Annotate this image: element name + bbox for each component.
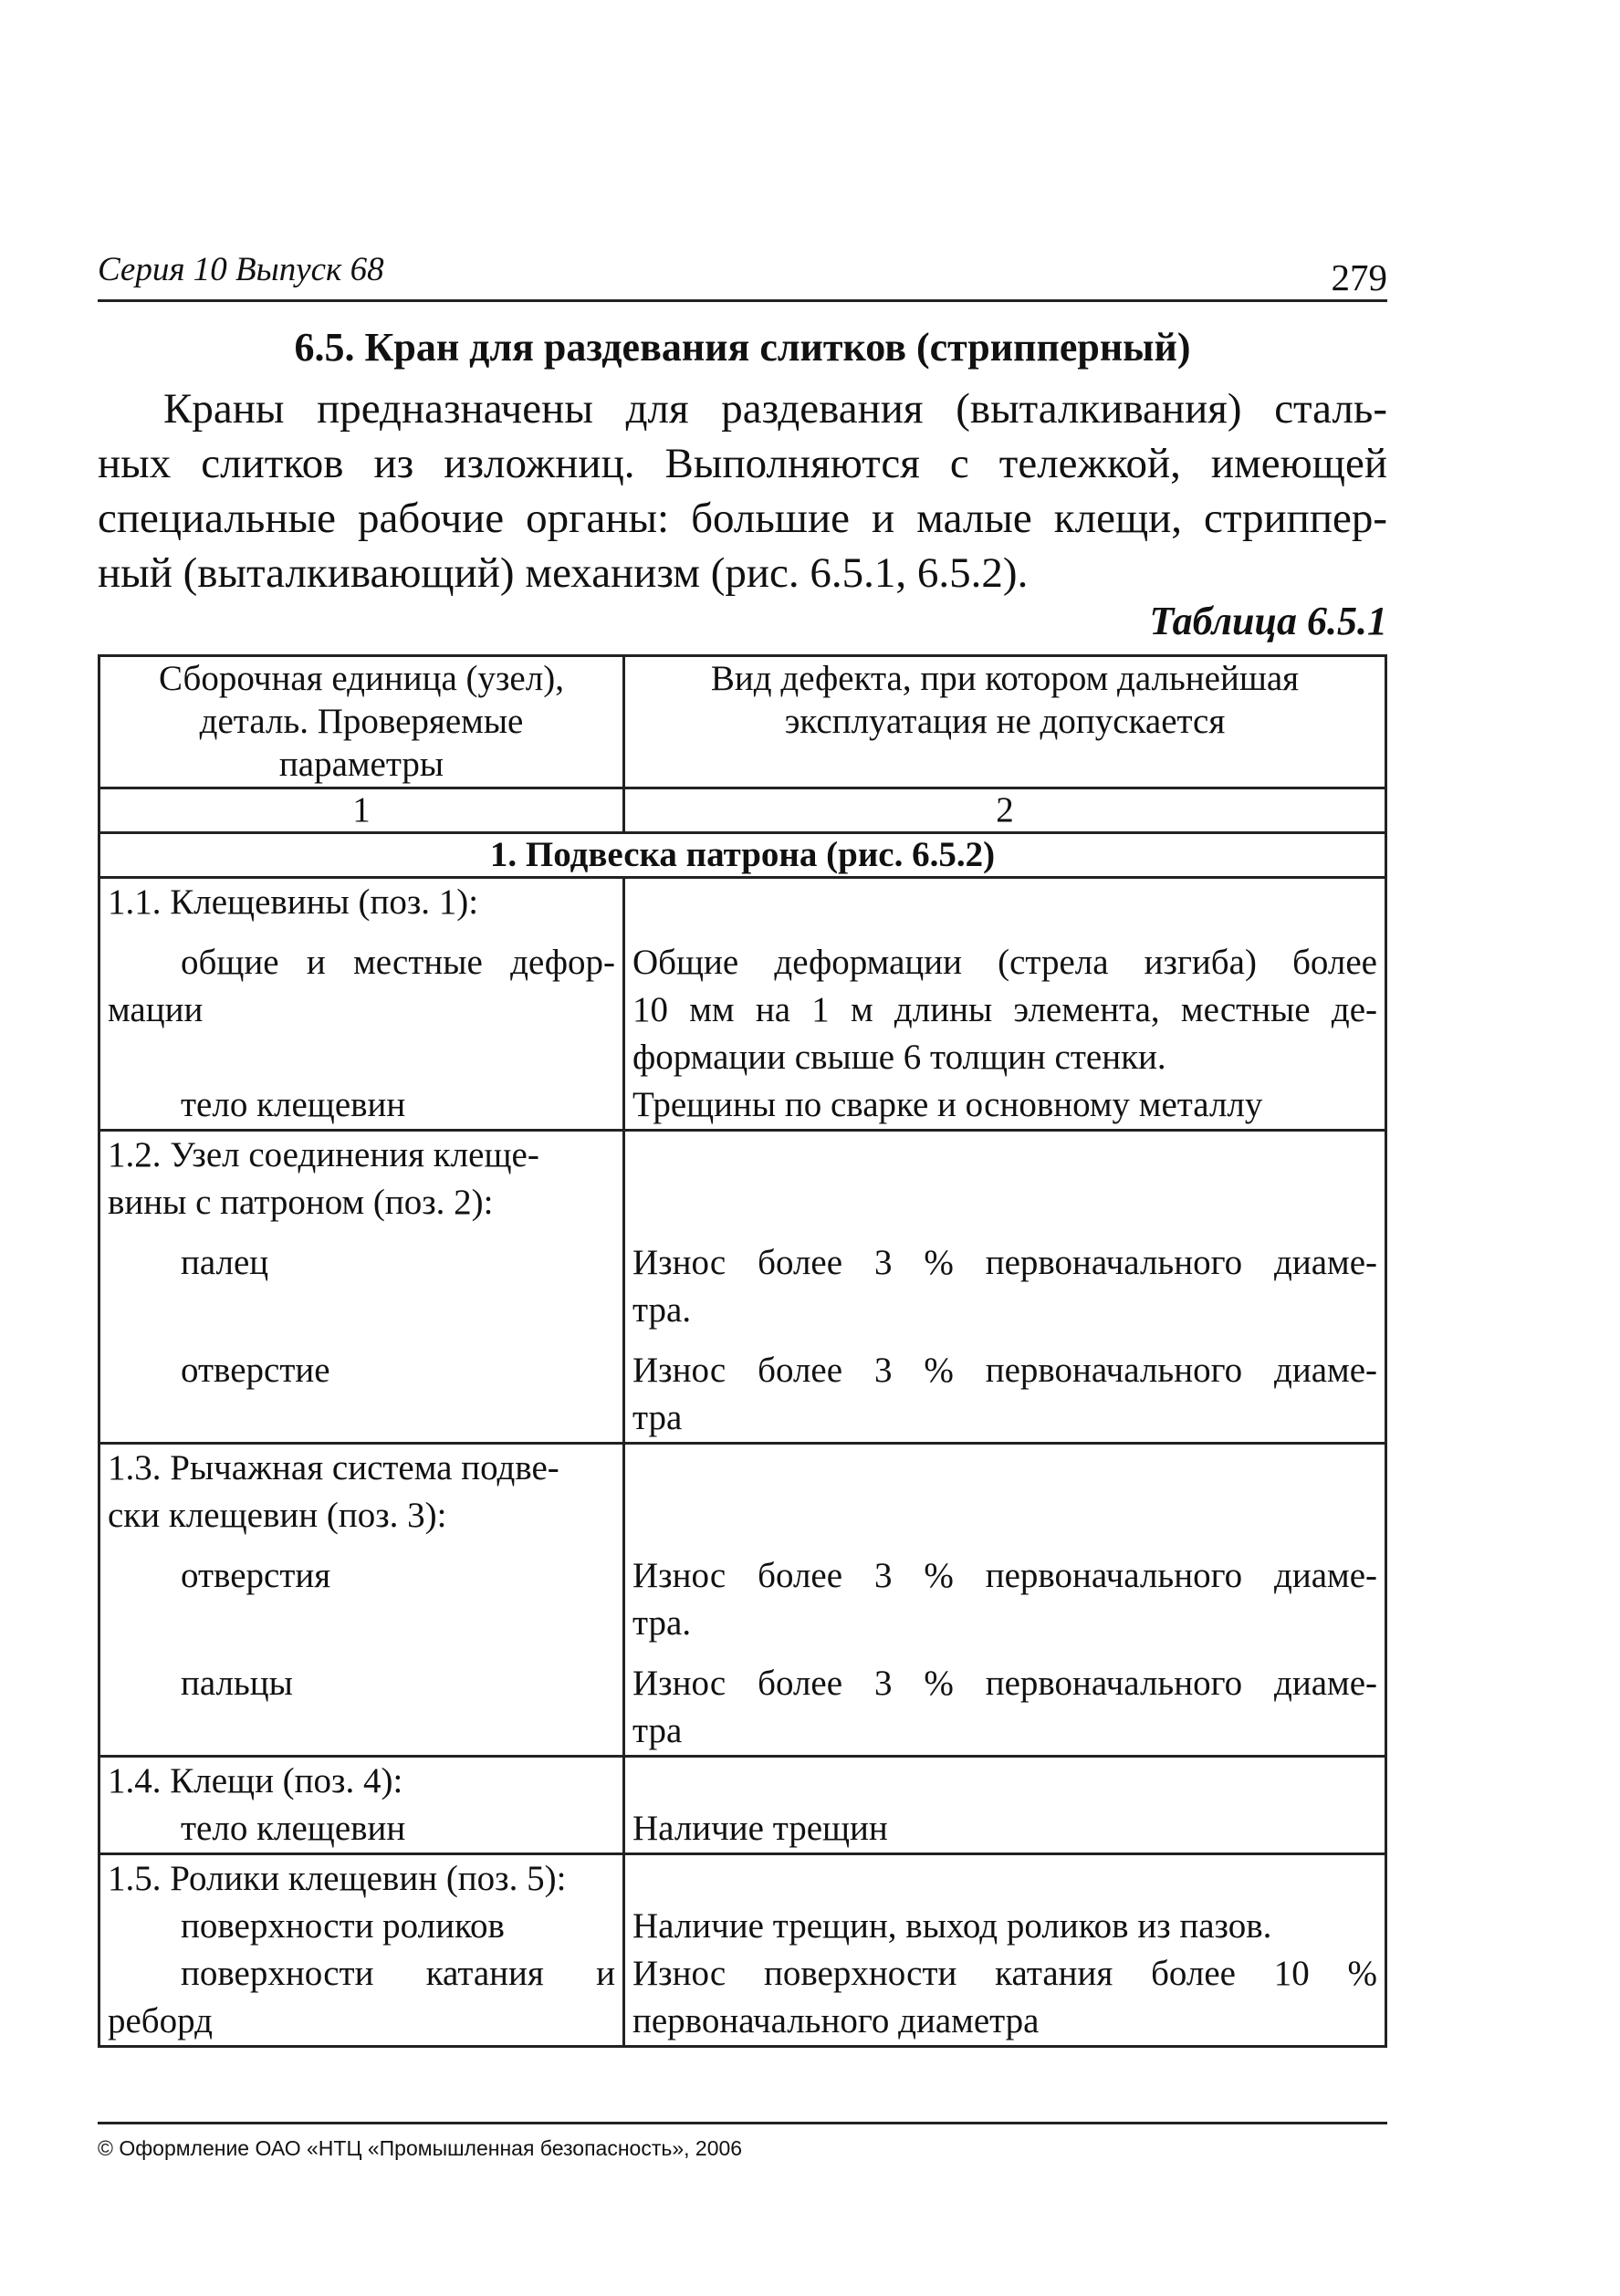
defect-line: Трещины по сварке и основному металлу: [632, 1085, 1263, 1124]
defect-line: тра: [632, 1398, 683, 1437]
defect-line: Износ более 3 % первоначального диаме-: [632, 1351, 1377, 1390]
col2-header: [624, 656, 1386, 788]
table-row: [99, 1757, 1386, 1854]
defect-line: тра.: [632, 1290, 692, 1330]
group-title: 1.2. Узел соединения клеще-: [108, 1135, 539, 1174]
table-row: [99, 1131, 1386, 1444]
col2-number: 2: [624, 788, 1386, 833]
intro-paragraph: [98, 381, 1387, 600]
group-title: 1.5. Ролики клещевин (поз. 5):: [108, 1859, 567, 1898]
col1-header: [99, 656, 624, 788]
defect-line: тра: [632, 1711, 683, 1750]
table-header-row: [99, 656, 1386, 788]
group-title: 1.4. Клещи (поз. 4):: [108, 1761, 403, 1800]
param-line: пальцы: [181, 1664, 293, 1703]
param-line: поверхности катания и: [181, 1954, 615, 1993]
group-title: ски клещевин (поз. 3):: [108, 1496, 447, 1535]
defect-cell: [624, 1854, 1386, 2047]
running-header: [98, 246, 1387, 302]
defect-line: Износ более 3 % первоначального диаме-: [632, 1664, 1377, 1703]
defect-line: Наличие трещин: [632, 1809, 888, 1848]
series-label: Серия 10 Выпуск 68: [98, 251, 384, 288]
table-caption: Таблица 6.5.1: [1149, 599, 1387, 643]
section-heading: 1. Подвеска патрона (рис. 6.5.2): [99, 833, 1386, 878]
defect-line: Износ поверхности катания более 10 %: [632, 1954, 1377, 1993]
param-line: общие и местные дефор-: [181, 943, 615, 982]
param-line: мации: [108, 990, 204, 1029]
table-row: [99, 1854, 1386, 2047]
param-cell: [99, 1444, 624, 1757]
intro-line: ный (выталкивающий) механизм (рис. 6.5.1, 6.5.2).: [98, 549, 1029, 597]
column-number-row: [99, 788, 1386, 833]
group-title: вины с патроном (поз. 2):: [108, 1183, 494, 1222]
header-line: Сборочная единица (узел),: [159, 659, 564, 698]
param-line: поверхности роликов: [181, 1906, 505, 1946]
param-cell: [99, 878, 624, 1131]
param-line: тело клещевин: [181, 1085, 406, 1124]
param-line: тело клещевин: [181, 1809, 406, 1848]
defect-cell: [624, 1444, 1386, 1757]
defect-line: Наличие трещин, выход роликов из пазов.: [632, 1906, 1272, 1946]
header-line: параметры: [278, 745, 444, 784]
defect-line: Износ более 3 % первоначального диаме-: [632, 1556, 1377, 1595]
defect-line: Износ более 3 % первоначального диаме-: [632, 1243, 1377, 1282]
param-cell: [99, 1757, 624, 1854]
table-row: [99, 878, 1386, 1131]
defect-cell: [624, 878, 1386, 1131]
intro-line: Краны предназначены для раздевания (выталкивания) сталь-: [163, 385, 1387, 433]
section-title: 6.5. Кран для раздевания слитков (стрипперный): [294, 325, 1191, 370]
page-number: 279: [1331, 256, 1387, 298]
param-cell: [99, 1131, 624, 1444]
defect-line: тра.: [632, 1603, 692, 1643]
param-line: реборд: [108, 2001, 213, 2040]
defect-cell: [624, 1131, 1386, 1444]
table-row: [99, 1444, 1386, 1757]
param-line: отверстие: [181, 1351, 330, 1390]
col1-number: 1: [99, 788, 624, 833]
defect-line: первоначального диаметра: [632, 2001, 1040, 2040]
header-line: Вид дефекта, при котором дальнейшая: [710, 659, 1300, 698]
section-row: [99, 833, 1386, 878]
param-cell: [99, 1854, 624, 2047]
defects-table: [98, 654, 1387, 2048]
header-line: деталь. Проверяемые: [199, 702, 524, 741]
defect-line: формации свыше 6 толщин стенки.: [632, 1038, 1166, 1077]
group-title: 1.1. Клещевины (поз. 1):: [108, 882, 479, 922]
group-title: 1.3. Рычажная система подве-: [108, 1448, 559, 1487]
header-line: эксплуатация не допускается: [784, 702, 1226, 741]
param-line: отверстия: [181, 1556, 331, 1595]
defect-line: Общие деформации (стрела изгиба) более: [632, 943, 1377, 982]
intro-line: ных слитков из изложниц. Выполняются с тележкой, имеющей: [98, 440, 1387, 487]
intro-line: специальные рабочие органы: большие и малые клещи, стриппер-: [98, 495, 1387, 542]
defect-line: 10 мм на 1 м длины элемента, местные де-: [632, 990, 1377, 1029]
param-line: палец: [181, 1243, 269, 1282]
copyright-footer: © Оформление ОАО «НТЦ «Промышленная безопасность», 2006: [98, 2122, 1387, 2161]
defect-cell: [624, 1757, 1386, 1854]
